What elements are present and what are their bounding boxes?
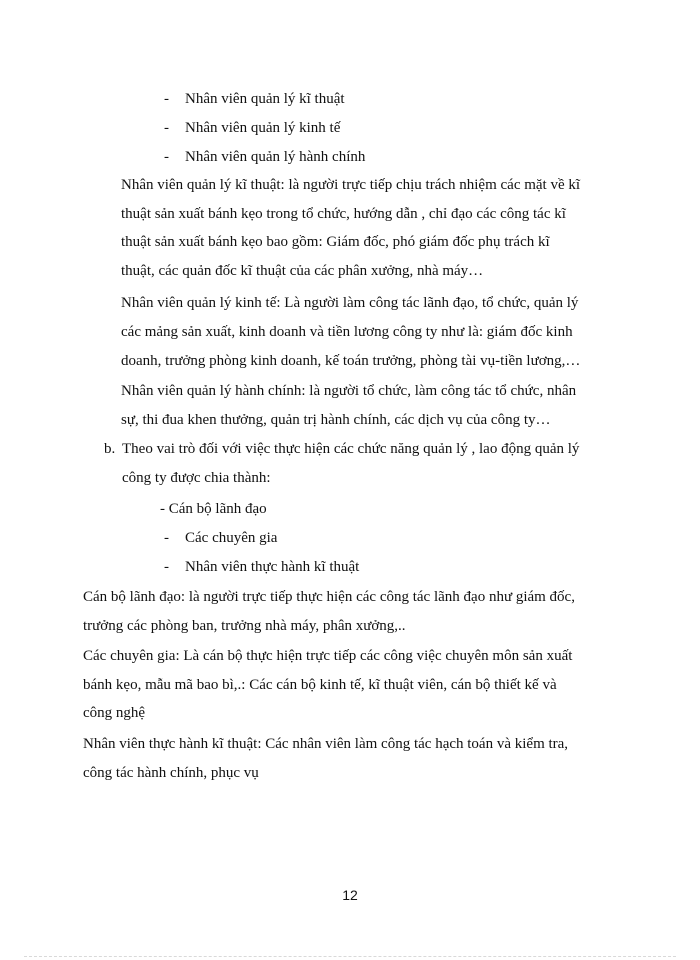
text-line: doanh, trưởng phòng kinh doanh, kế toán trưởng, phòng tài vụ-tiền lương,… [121,353,581,369]
text-line: công ty được chia thành: [122,470,271,486]
text-line: Cán bộ lãnh đạo: là người trực tiếp thực hiện các công tác lãnh đạo như giám đốc, [83,589,575,605]
list-bullet: - [164,530,169,546]
page-number: 12 [342,887,358,903]
text-line: thuật, các quản đốc kĩ thuật của các phân xưởng, nhà máy… [121,263,484,279]
text-line: công nghệ [83,705,146,721]
text-line: bánh kẹo, mẫu mã bao bì,.: Các cán bộ kinh tế, kĩ thuật viên, cán bộ thiết kế và [83,677,557,693]
list-bullet: - [164,120,169,136]
text-line: Nhân viên quản lý kĩ thuật: là người trực tiếp chịu trách nhiệm các mặt về kĩ [121,177,581,193]
text-line: Nhân viên quản lý hành chính: là người tổ chức, làm công tác tổ chức, nhân [121,383,577,399]
text-line: thuật sản xuất bánh kẹo trong tổ chức, hướng dẫn , chỉ đạo các công tác kĩ [121,206,566,222]
text-line: trưởng các phòng ban, trưởng nhà máy, phân xưởng,.. [83,618,406,634]
list-label-b: b. [104,441,116,457]
text-line: công tác hành chính, phục vụ [83,765,259,781]
text-line: Nhân viên thực hành kĩ thuật: Các nhân viên làm công tác hạch toán và kiểm tra, [83,736,569,752]
list-bullet: - [164,149,169,165]
list-item-admin-staff: Nhân viên quản lý hành chính [185,149,366,165]
page-bottom-border [24,956,676,957]
text-line: Nhân viên quản lý kinh tế: Là người làm công tác lãnh đạo, tổ chức, quản lý [121,295,579,311]
list-bullet: - [164,559,169,575]
text-line: các mảng sản xuất, kinh doanh và tiền lương công ty như là: giám đốc kinh [121,324,573,340]
text-line: sự, thi đua khen thưởng, quản trị hành chính, các dịch vụ của công ty… [121,412,551,428]
list-item-technical-staff: Nhân viên quản lý kĩ thuật [185,91,345,107]
text-line: thuật sản xuất bánh kẹo bao gồm: Giám đốc, phó giám đốc phụ trách kĩ [121,234,550,250]
list-bullet: - [164,91,169,107]
text-line: Các chuyên gia: Là cán bộ thực hiện trực tiếp các công việc chuyên môn sản xuất [83,648,573,664]
list-item-economic-staff: Nhân viên quản lý kinh tế [185,120,341,136]
list-item-leaders: - Cán bộ lãnh đạo [160,501,267,517]
list-item-experts: Các chuyên gia [185,530,278,546]
text-line: Theo vai trò đối với việc thực hiện các chức năng quản lý , lao động quản lý [122,441,580,457]
list-item-practitioners: Nhân viên thực hành kĩ thuật [185,559,360,575]
